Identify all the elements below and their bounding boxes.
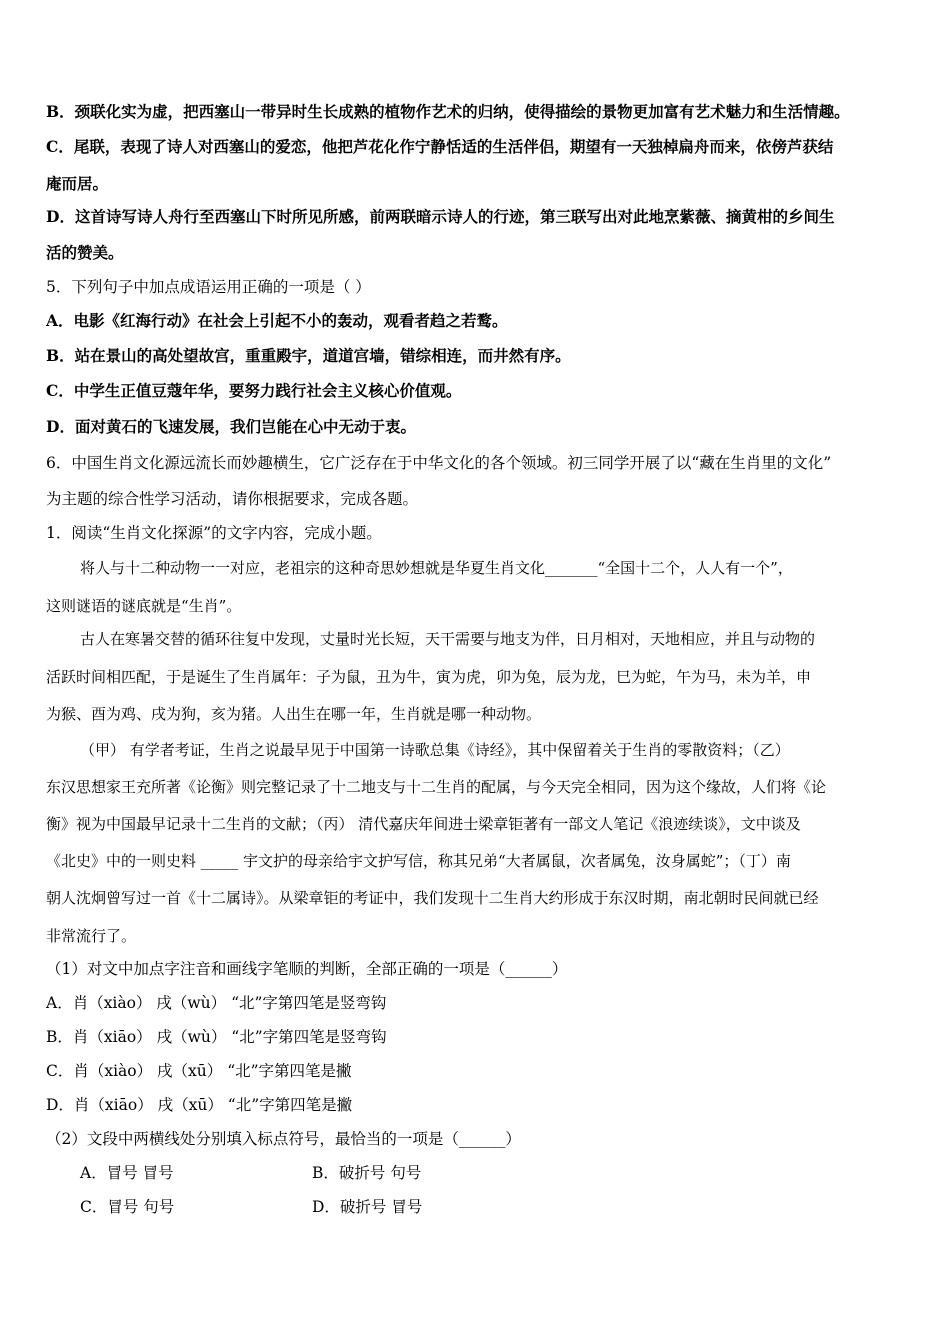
subq1-option-a: A．肖（xiào） 戌（wù） “北”字第四笔是竖弯钩 [46, 994, 387, 1012]
passage-p2-line2: 活跃时间相匹配，于是诞生了生肖属年：子为鼠，丑为牛，寅为虎，卯为兔，辰为龙，巳为蛇，午为马，未为羊，申 [46, 668, 812, 686]
passage-p1-line1: 将人与十二种动物一一对应，老祖宗的这种奇思妙想就是华夏生肖文化_______“全国十二个，人人有一个”， [80, 559, 793, 577]
q4-option-c-line2: 庵而居。 [46, 174, 109, 193]
subq1-option-b: B．肖（xiāo） 戌（wù） “北”字第四笔是竖弯钩 [46, 1028, 387, 1046]
q6-intro-line2: 为主题的综合性学习活动，请你根据要求，完成各题。 [46, 490, 419, 508]
q5-option-b: B．站在景山的高处望故宫，重重殿宇，道道宫墙，错综相连，而井然有序。 [46, 346, 571, 365]
q4-option-b: B．颈联化实为虚，把西塞山一带异时生长成熟的植物作艺术的归纳，使得描绘的景物更加富有艺术魅力和生活情趣。 [46, 102, 850, 121]
q6-intro-line1: 6．中国生肖文化源远流长而妙趣横生，它广泛存在于中华文化的各个领域。初三同学开展了以“藏在生肖里的文化” [46, 454, 832, 472]
q4-option-d-line2: 活的赞美。 [46, 243, 124, 262]
passage-p3-line2: 东汉思想家王充所著《论衡》则完整记录了十二地支与十二生肖的配属，与今天完全相同，因为这个缘故，人们将《论 [46, 778, 827, 796]
q4-option-c-line1: C．尾联，表现了诗人对西塞山的爱恋，他把芦花化作宁静恬适的生活伴侣，期望有一天独棹扁舟而来，依傍芦获结 [46, 137, 834, 156]
q5-option-a: A．电影《红海行动》在社会上引起不小的轰动，观看者趋之若鹜。 [46, 311, 508, 330]
passage-p3-line5: 朝人沈炯曾写过一首《十二属诗》。从梁章钜的考证中，我们发现十二生肖大约形成于东汉时期，南北朝时民间就已经 [46, 889, 819, 907]
passage-p3-line6: 非常流行了。 [46, 927, 137, 945]
q6-sub1: 1．阅读“生肖文化探源”的文字内容，完成小题。 [46, 524, 382, 542]
q4-option-d-line1: D．这首诗写诗人舟行至西塞山下时所见所感，前两联暗示诗人的行迹，第三联写出对此地烹紫薇、摘黄柑的乡间生 [46, 207, 835, 226]
q5-stem: 5．下列句子中加点成语运用正确的一项是（ ） [46, 278, 371, 296]
subq2-option-a: A．冒号 冒号 [80, 1164, 174, 1182]
subq2-option-c: C．冒号 句号 [80, 1198, 175, 1216]
passage-p2-line1: 古人在寒暑交替的循环往复中发现，丈量时光长短，天干需要与地支为伴，日月相对，天地相应，并且与动物的 [80, 630, 816, 648]
subq1-option-d: D．肖（xiāo） 戌（xū） “北”字第四笔是撇 [46, 1096, 353, 1114]
subq2-option-d: D．破折号 冒号 [312, 1198, 423, 1216]
q5-option-c: C．中学生正值豆蔻年华，要努力践行社会主义核心价值观。 [46, 381, 462, 400]
passage-p2-line3: 为猴、酉为鸡、戌为狗，亥为猪。人出生在哪一年，生肖就是哪一种动物。 [46, 705, 542, 723]
passage-p1-line2: 这则谜语的谜底就是“生肖”。 [46, 597, 242, 615]
subq1-stem: （1）对文中加点字注音和画线字笔顺的判断，全部正确的一项是（______） [46, 960, 568, 978]
q5-option-d: D．面对黄石的飞速发展，我们岂能在心中无动于衷。 [46, 417, 416, 436]
subq2-option-b: B．破折号 句号 [312, 1164, 422, 1182]
subq2-stem: （2）文段中两横线处分别填入标点符号，最恰当的一项是（______） [46, 1130, 521, 1148]
passage-p3-line4: 《北史》中的一则史料 _____ 宇文护的母亲给宇文护写信，称其兄弟“大者属鼠，次者属兔，汝身属蛇”；（丁）南 [46, 852, 791, 870]
passage-p3-line3: 衡》视为中国最早记录十二生肖的文献；（丙） 清代嘉庆年间进士梁章钜著有一部文人笔记《浪迹续谈》，文中谈及 [46, 815, 801, 833]
passage-p3-line1: （甲） 有学者考证，生肖之说最早见于中国第一诗歌总集《诗经》，其中保留着关于生肖的零散资料；（乙） [80, 741, 790, 759]
subq1-option-c: C．肖（xiào） 戌（xū） “北”字第四笔是撇 [46, 1062, 352, 1080]
